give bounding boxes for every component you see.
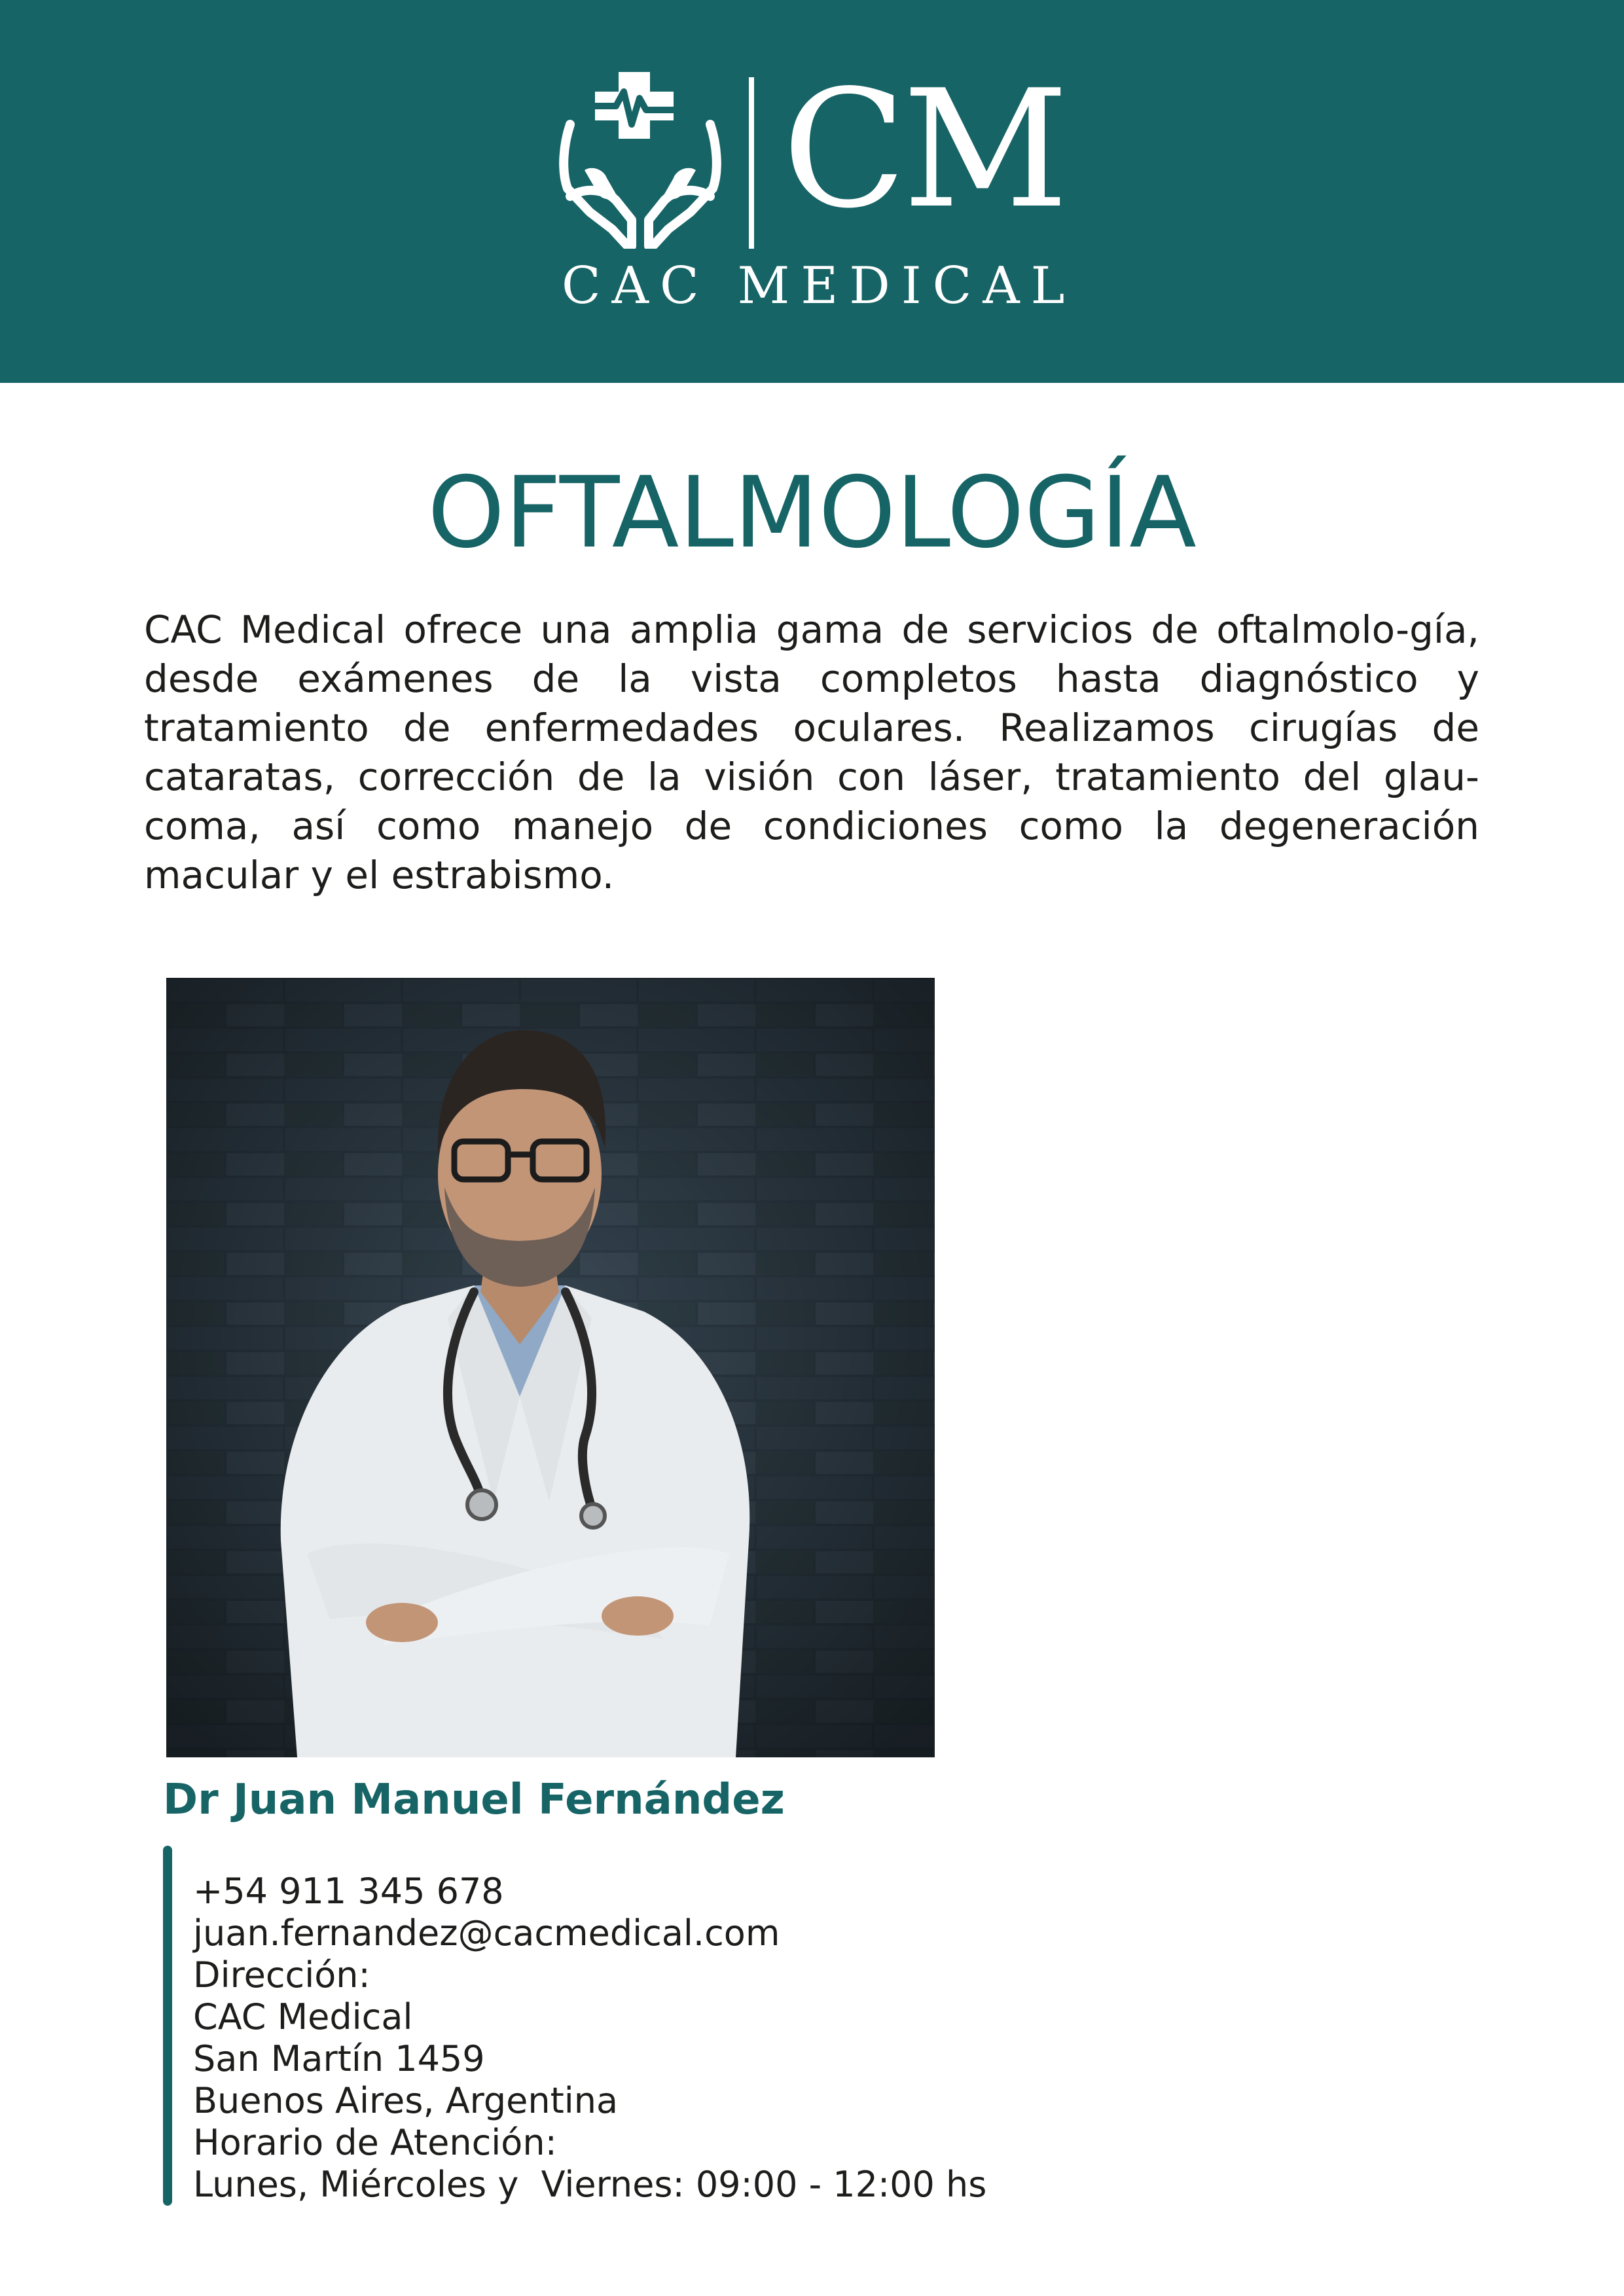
doctor-portrait-photo	[166, 978, 935, 1757]
address-label: Dirección:	[193, 1954, 370, 1996]
medical-cross-hands-icon	[558, 72, 722, 249]
hours-label: Horario de Atención:	[193, 2122, 557, 2163]
contact-details	[193, 1871, 1371, 2206]
email-address[interactable]: juan.fernandez@cacmedical.com	[193, 1912, 780, 1954]
logo-divider	[749, 77, 754, 249]
doctor-portrait-illustration	[166, 978, 935, 1757]
header-banner	[0, 0, 1624, 383]
office-hours: Lunes, Miércoles y Viernes: 09:00 - 12:00 hs	[193, 2164, 987, 2205]
logo-wordmark: CAC MEDICAL	[562, 257, 1076, 315]
logo-monogram: CM	[782, 56, 1065, 244]
phone-number[interactable]: +54 911 345 678	[193, 1871, 504, 1912]
contact-accent-bar	[163, 1846, 172, 2206]
doctor-name: Dr Juan Manuel Fernández	[163, 1776, 785, 1824]
page-title: OFTALMOLOGÍA	[427, 456, 1197, 570]
address-line: San Martín 1459	[193, 2038, 485, 2079]
address-line: Buenos Aires, Argentina	[193, 2080, 619, 2121]
address-line: CAC Medical	[193, 1996, 413, 2037]
service-description: CAC Medical ofrece una amplia gama de servicios de oftalmolo-gía, desde exámenes de la vista completos hasta diagnóstico y tratamiento de enfermedades oculares. Realizamos cirugías de cataratas, corrección de la visión con láser, tratamiento del glau-coma, así como manejo de condiciones como la degeneración macular y el estrabismo.	[144, 607, 1479, 897]
